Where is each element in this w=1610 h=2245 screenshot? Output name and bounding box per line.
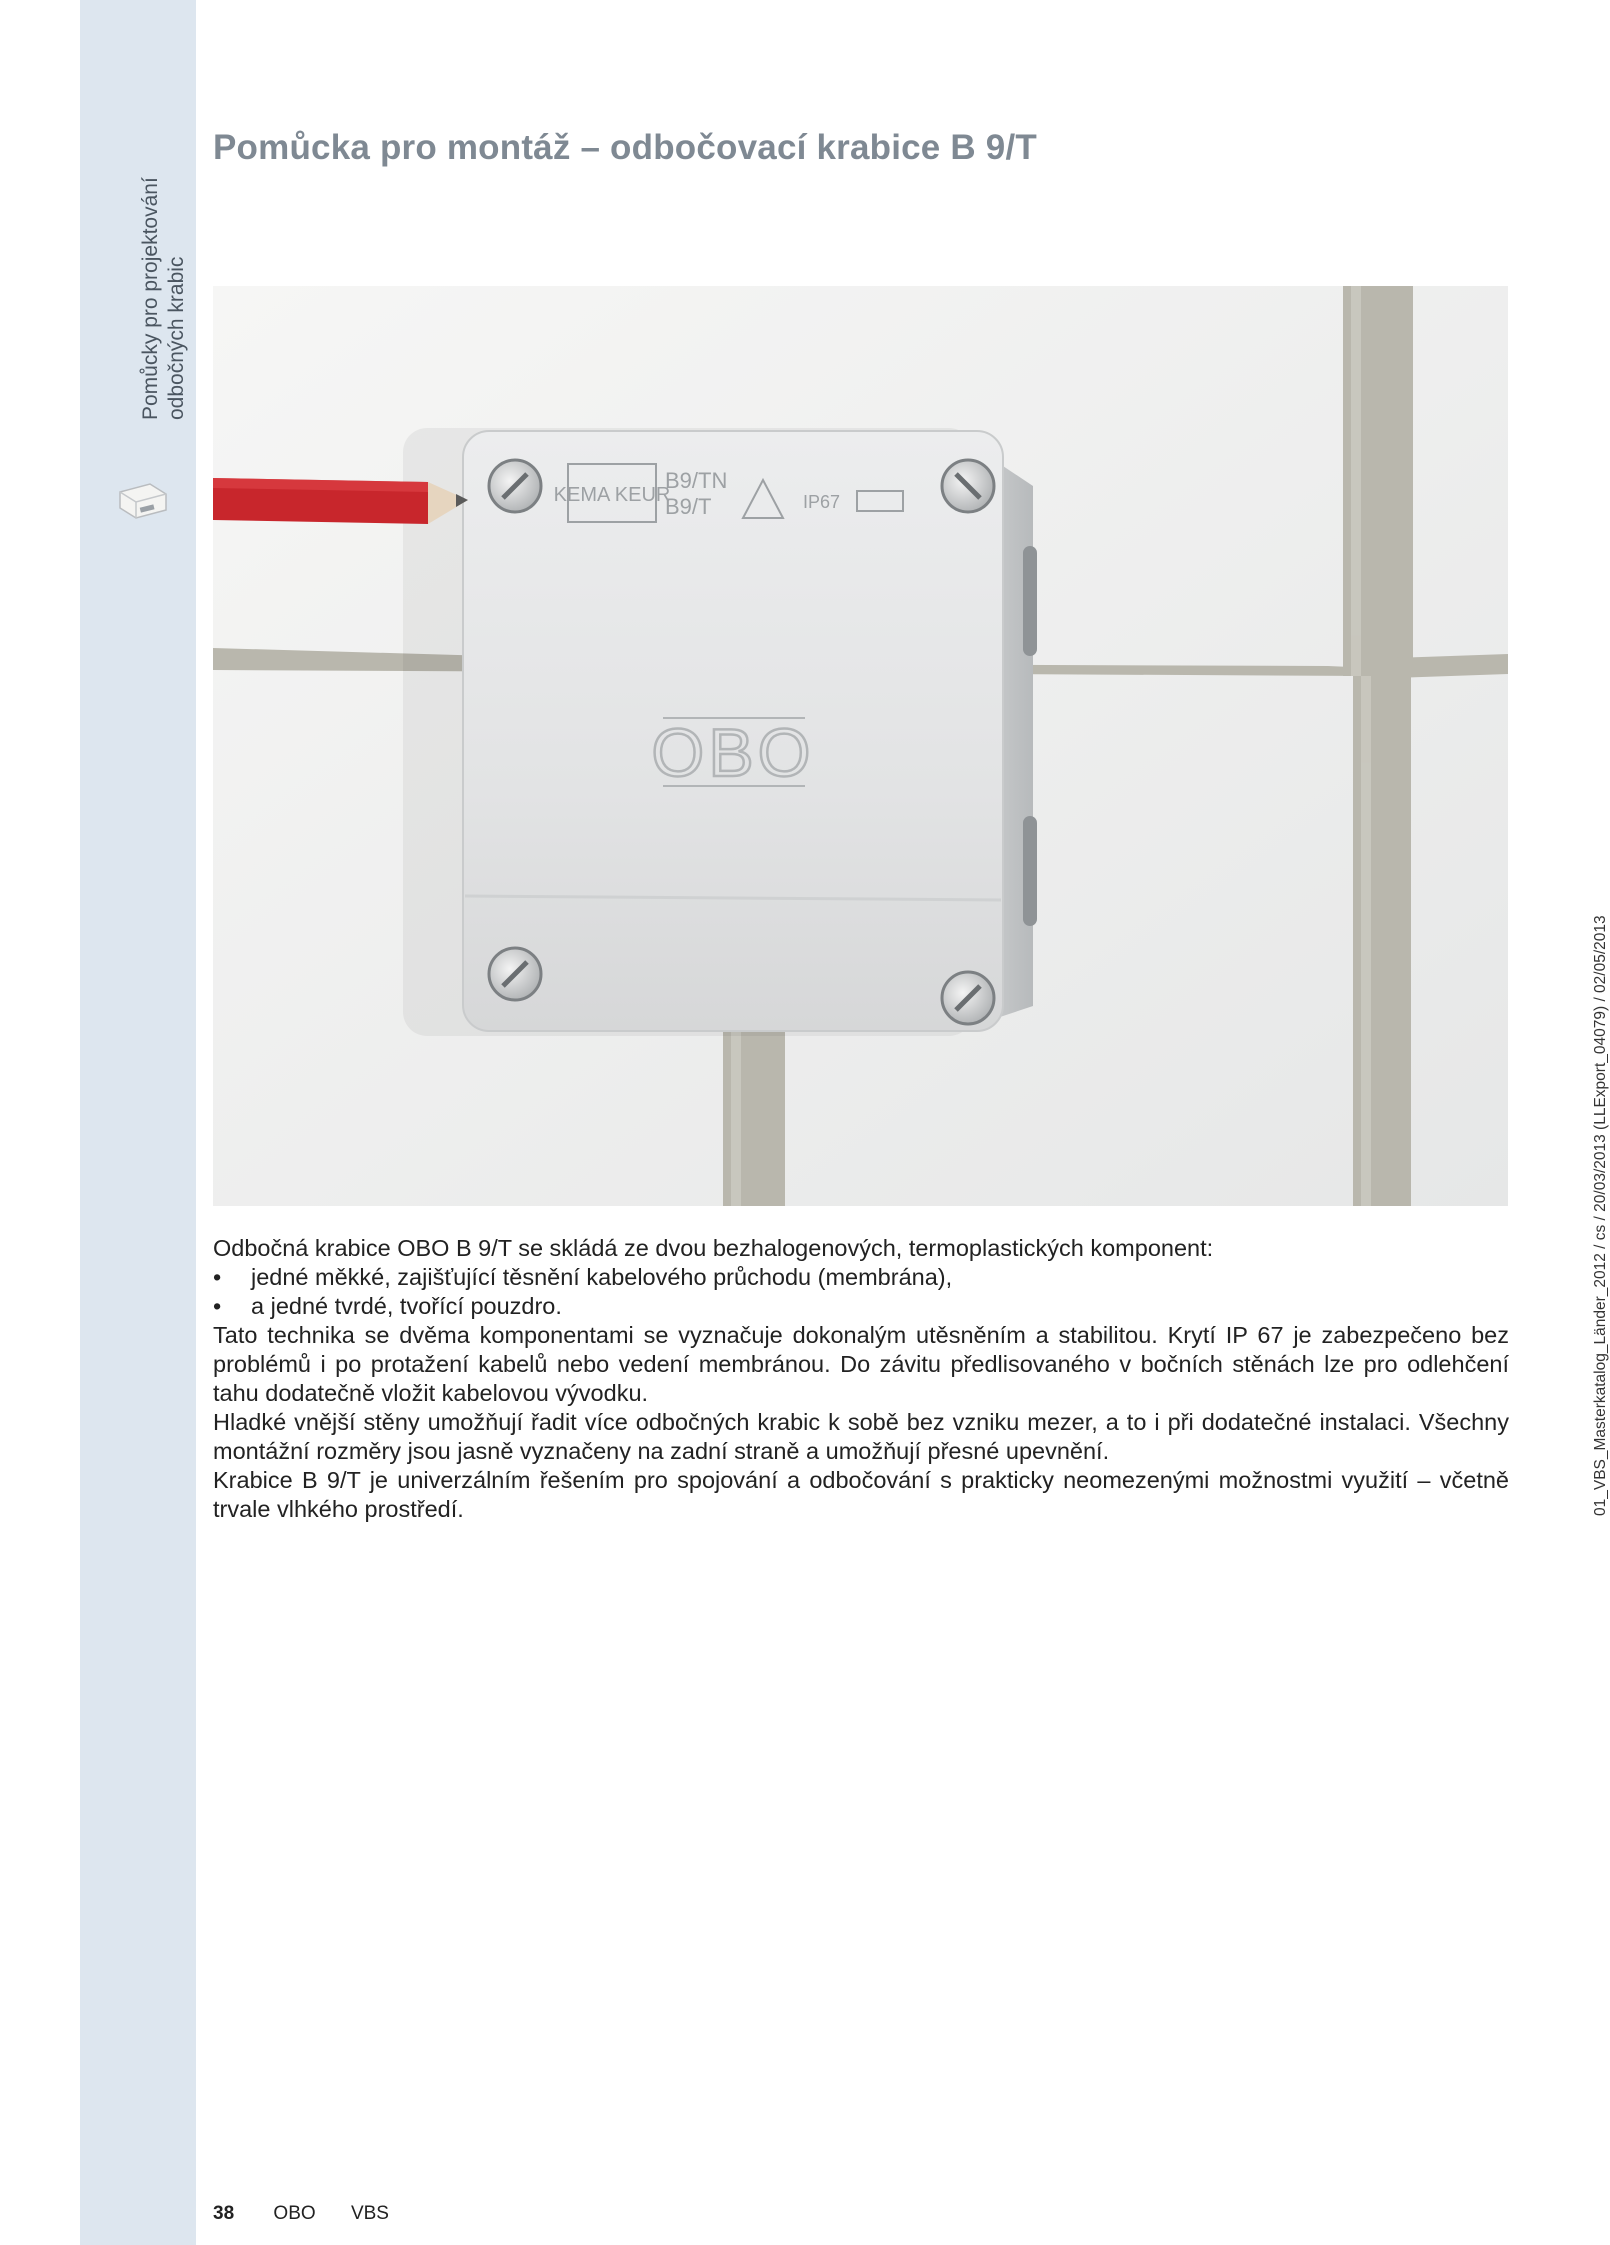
page-title: Pomůcka pro montáž – odbočovací krabice B 9/T: [213, 128, 1037, 167]
paragraph-technology: Tato technika se dvěma komponentami se vyznačuje dokonalým utěsněním a stabilitou. Krytí IP 67 je zabezpečeno bez problémů i po protažení kabelů nebo vedení membránou. Do závitu předlisovaného v bočních stěnách lze pro odlehčení tahu dodatečně vložit kabelovou vývodku.: [213, 1322, 1509, 1406]
footer-section: VBS: [350, 2203, 389, 2224]
page-footer: [213, 2203, 389, 2225]
document-code: 01_VBS_Masterkatalog_Länder_2012 / cs / 20/03/2013 (LLExport_04079) / 02/05/2013: [1592, 915, 1609, 1516]
pencil-icon: [213, 478, 468, 524]
sidebar-section-line2: odbočných krabic: [165, 256, 188, 420]
list-item: • jedné měkké, zajišťující těsnění kabelového průchodu (membrána),: [213, 1263, 1509, 1292]
box-label-ip: IP67: [803, 492, 841, 512]
product-photo: [213, 286, 1508, 1206]
junction-box-icon: [116, 478, 170, 522]
box-label-kema: KEMA KEUR: [553, 484, 671, 506]
box-label-model1: B9/TN: [665, 468, 728, 493]
intro-paragraph: Odbočná krabice OBO B 9/T se skládá ze dvou bezhalogenových, termoplastických komponent:: [213, 1235, 1214, 1261]
footer-brand: OBO: [273, 2203, 316, 2224]
sidebar-section-label: [138, 177, 190, 420]
list-item: • a jedné tvrdé, tvořící pouzdro.: [213, 1292, 1509, 1321]
sidebar-section-line1: Pomůcky pro projektování: [139, 177, 162, 420]
description-text: [213, 1234, 1509, 1524]
component-list: [213, 1263, 1509, 1321]
page-number: 38: [213, 2203, 235, 2224]
paragraph-universal: Krabice B 9/T je univerzálním řešením pro spojování a odbočování s prakticky neomezenými možnostmi využití – včetně trvale vlhkého prostředí.: [213, 1467, 1509, 1522]
box-label-model2: B9/T: [665, 494, 712, 519]
box-brand-emboss: OBO: [651, 715, 815, 791]
paragraph-walls: Hladké vnější stěny umožňují řadit více odbočných krabic k sobě bez vzniku mezer, a to i při dodatečné instalaci. Všechny montážní rozměry jsou jasně vyznačeny na zadní straně a umožňují přesné upevnění.: [213, 1409, 1509, 1464]
